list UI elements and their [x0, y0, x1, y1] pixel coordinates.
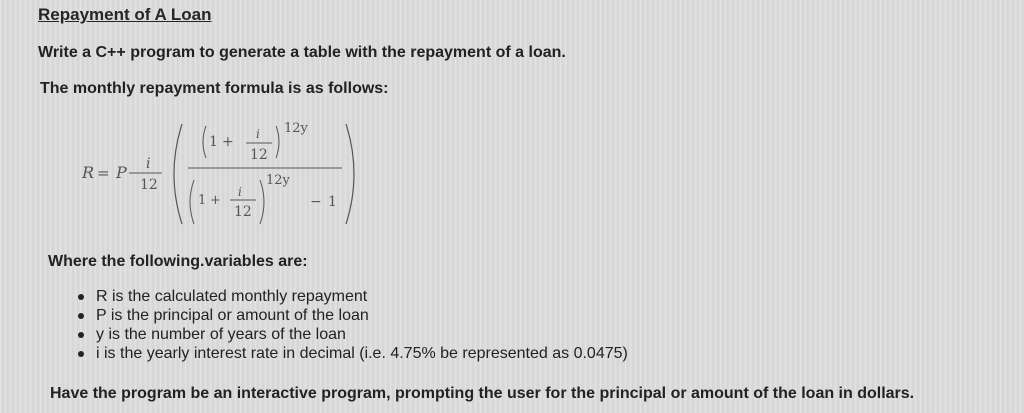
list-item: i is the yearly interest rate in decimal (i.e. 4.75% be represented as 0.0475)	[76, 344, 628, 363]
formula-intro-text: The monthly repayment formula is as follows:	[40, 80, 389, 97]
formula-12-denominator: 12	[140, 177, 158, 193]
num-exponent: 12y	[284, 121, 308, 136]
formula-p: P	[116, 163, 127, 182]
den-exponent: 12y	[266, 173, 290, 188]
variables-list	[76, 287, 628, 363]
list-item: y is the number of years of the loan	[76, 325, 628, 344]
den-left-paren	[190, 180, 194, 224]
page-title: Repayment of A Loan	[38, 5, 212, 24]
den-one: 1	[198, 193, 207, 208]
variables-intro-text: Where the following.variables are:	[48, 253, 308, 270]
den-minus: −	[310, 194, 322, 210]
formula-equals: =	[97, 164, 110, 182]
num-plus: +	[222, 134, 234, 150]
list-item: R is the calculated monthly repayment	[76, 287, 628, 306]
formula-i-numerator: i	[146, 156, 151, 172]
den-12: 12	[234, 204, 252, 220]
num-12: 12	[250, 147, 268, 163]
formula-r: R	[82, 163, 95, 182]
formula-right-paren	[346, 124, 354, 224]
den-plus: +	[210, 193, 221, 208]
intro-text: Write a C++ program to generate a table with the repayment of a loan.	[38, 44, 566, 61]
num-i: i	[256, 127, 260, 141]
repayment-formula	[70, 118, 370, 230]
instruction-text: Have the program be an interactive program, prompting the user for the principal or amount of the loan in dollars.	[50, 385, 915, 402]
list-item: P is the principal or amount of the loan	[76, 306, 628, 325]
formula-graphic	[70, 118, 370, 230]
num-right-paren	[276, 126, 279, 158]
den-right-paren	[260, 180, 264, 224]
den-minus-one: 1	[328, 194, 337, 210]
den-i: i	[238, 185, 242, 199]
formula-left-paren	[174, 124, 182, 224]
num-left-paren	[203, 126, 206, 158]
num-one: 1	[209, 134, 218, 150]
